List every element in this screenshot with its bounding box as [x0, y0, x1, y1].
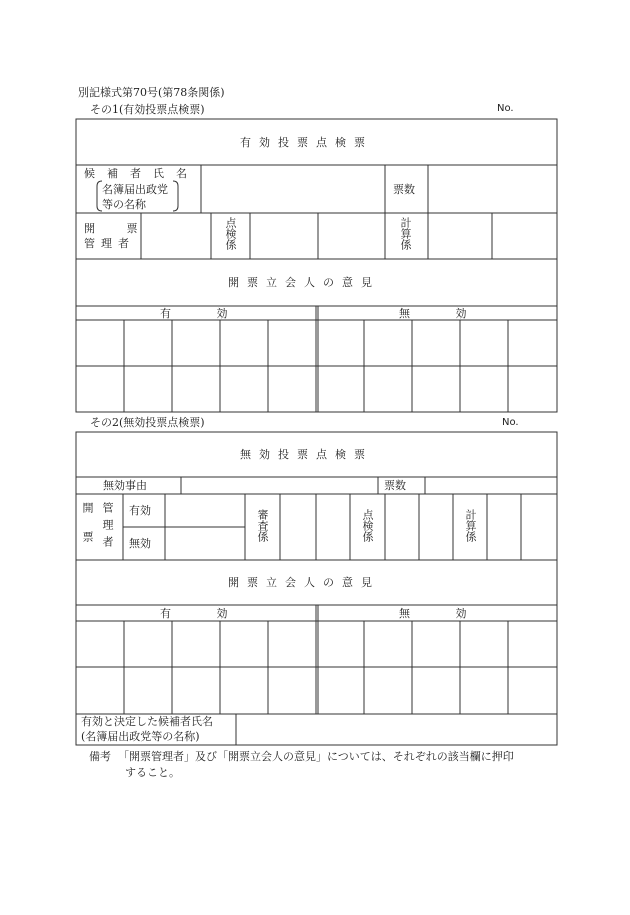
calculator-label: 計算係	[399, 217, 412, 250]
part2-subtitle: その2(無効投票点検票)	[90, 416, 205, 429]
party-name-label-line2: 等の名称	[102, 198, 146, 211]
decided-candidate-label-line2: (名簿届出政党等の名称)	[81, 730, 200, 743]
form-id: 別記様式第70号(第78条関係)	[78, 86, 225, 99]
part2-calculator-label: 計算係	[464, 509, 477, 542]
part1-invalid-header: 無 効	[399, 307, 467, 320]
decided-candidate-label-line1: 有効と決定した候補者氏名	[81, 715, 213, 728]
examiner-label: 審査係	[256, 509, 269, 542]
remarks-label: 備考	[89, 750, 111, 763]
remarks-text-line2: すること。	[125, 766, 180, 779]
part2-invalid-small-label: 無効	[129, 537, 151, 550]
part1-valid-header: 有 効	[160, 307, 228, 320]
part2-form-title: 無効投票点検票	[240, 448, 373, 461]
part1-number-label: No.	[497, 103, 514, 114]
part2-invalid-header: 無 効	[399, 607, 467, 620]
inspector-label: 点検係	[224, 217, 237, 250]
votes-label: 票数	[393, 183, 415, 196]
part2-opinion-title: 開票立会人の意見	[228, 576, 380, 589]
party-name-label-line1: 名簿届出政党	[102, 183, 168, 196]
part1-opinion-title: 開票立会人の意見	[228, 276, 380, 289]
part2-manager-label-right: 管理者	[101, 502, 114, 553]
counting-manager-label-line2: 管理者	[84, 237, 135, 250]
part2-valid-small-label: 有効	[129, 504, 151, 517]
invalid-reason-label: 無効事由	[103, 479, 147, 492]
counting-manager-label-line1: 開 票	[84, 222, 152, 235]
part2-votes-label: 票数	[384, 479, 406, 492]
part1-subtitle: その1(有効投票点検票)	[90, 103, 205, 116]
candidate-name-label: 候補者氏名	[84, 167, 199, 180]
part2-number-label: No.	[502, 417, 519, 428]
remarks-text-line1: 「開票管理者」及び「開票立会人の意見」については、それぞれの該当欄に押印	[118, 750, 514, 763]
part2-inspector-label: 点検係	[361, 509, 374, 542]
part2-valid-header: 有 効	[160, 607, 228, 620]
part1-form-title: 有効投票点検票	[240, 136, 373, 149]
part2-manager-label-left: 開票	[81, 502, 94, 560]
